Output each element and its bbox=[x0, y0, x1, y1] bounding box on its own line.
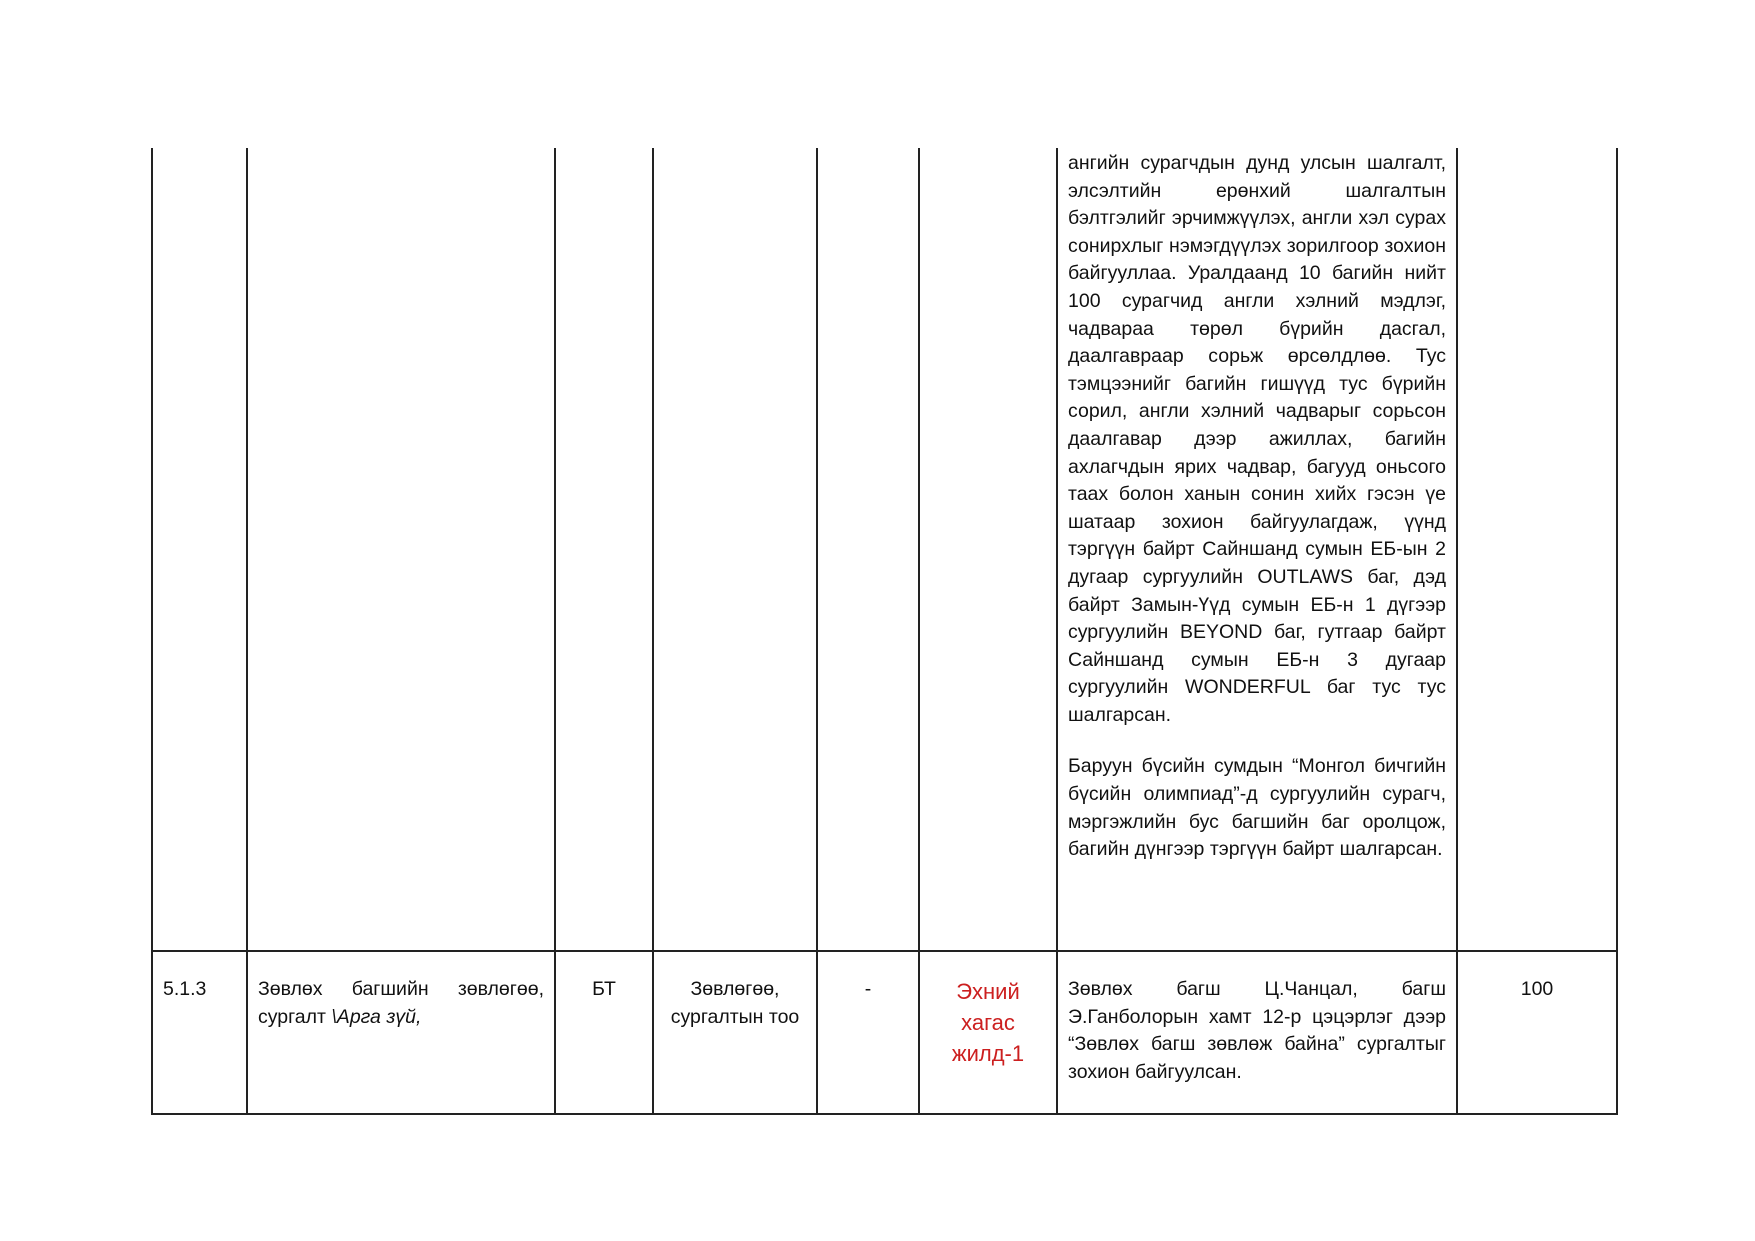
cell-baseline bbox=[817, 951, 919, 1114]
description-paragraph-1: ангийн сурагчдын дунд улсын шалгалт, элсэлтийн ерөнхий шалгалтын бэлтгэлийг эрчимжүүлэх, англи хэл сурах сонирхлыг нэмэгдүүлэх зорилгоор зохион байгууллаа. Уралдаанд 10 багийн нийт 100 сурагчид англи хэлний мэдлэг, чадвараа төрөл бүрийн дасгал, даалгавраар сорьж өрсөлдлөө. Тус тэмцээнийг багийн гишүүд тус бүрийн сорил, англи хэлний чадварыг сорьсон даалгавар дээр ажиллах, багийн ахлагчдын ярих чадвар, багууд оньсого таах болон ханын сонин хийх гэсэн үе шатаар зохион байгуулагдаж, үүнд тэргүүн байрт Сайншанд сумын ЕБ-ын 2 дугаар сургуулийн OUTLAWS баг, дэд байрт Замын-Үүд сумын ЕБ-н 1 дүгээр сургуулийн BEYOND баг, гутгаар байрт Сайншанд сумын ЕБ-н 3 дугаар сургуулийн WONDERFUL баг тус тус шалгарсан. bbox=[1068, 152, 1446, 726]
table-row-5-1-3 bbox=[152, 951, 1617, 1114]
cell-deadline bbox=[919, 148, 1057, 951]
row-code: 5.1.3 bbox=[163, 978, 207, 1000]
responsible-text: БТ bbox=[592, 978, 616, 1000]
cell-activity bbox=[247, 148, 555, 951]
activity-label: Зөвлөх багшийн зөвлөгөө, сургалт bbox=[258, 978, 544, 1028]
cell-code bbox=[152, 951, 247, 1114]
cell-baseline bbox=[817, 148, 919, 951]
activity-italic-label: \Арга зүй, bbox=[331, 1005, 422, 1028]
cell-indicator bbox=[653, 148, 817, 951]
cell-responsible bbox=[555, 951, 653, 1114]
deadline-text: Эхний хагас жилд-1 bbox=[951, 979, 1025, 1066]
cell-percent bbox=[1457, 951, 1617, 1114]
table-row-continued bbox=[152, 148, 1617, 951]
description-paragraph-2: Баруун бүсийн сумдын “Монгол бичгийн бүсийн олимпиад”-д сургуулийн сурагч, мэргэжлийн бус багшийн баг оролцож, багийн дүнгээр тэргүүн байрт шалгарсан. bbox=[1068, 755, 1446, 861]
baseline-text: - bbox=[864, 978, 872, 1000]
indicator-text: Зөвлөгөө, сургалтын тоо bbox=[670, 978, 800, 1028]
cell-percent bbox=[1457, 148, 1617, 951]
cell-responsible bbox=[555, 148, 653, 951]
cell-deadline bbox=[919, 951, 1057, 1114]
cell-code bbox=[152, 148, 247, 951]
description-text: Зөвлөх багш Ц.Чанцал, багш Э.Ганболорын хамт 12-р цэцэрлэг дээр “Зөвлөх багш зөвлөж байна” сургалтыг зохион байгуулсан. bbox=[1068, 978, 1446, 1083]
cell-description bbox=[1057, 951, 1457, 1114]
percent-text: 100 bbox=[1520, 978, 1554, 1000]
report-table bbox=[151, 148, 1618, 1115]
cell-indicator bbox=[653, 951, 817, 1114]
cell-description bbox=[1057, 148, 1457, 951]
activity-text bbox=[258, 976, 544, 1031]
cell-activity bbox=[247, 951, 555, 1114]
